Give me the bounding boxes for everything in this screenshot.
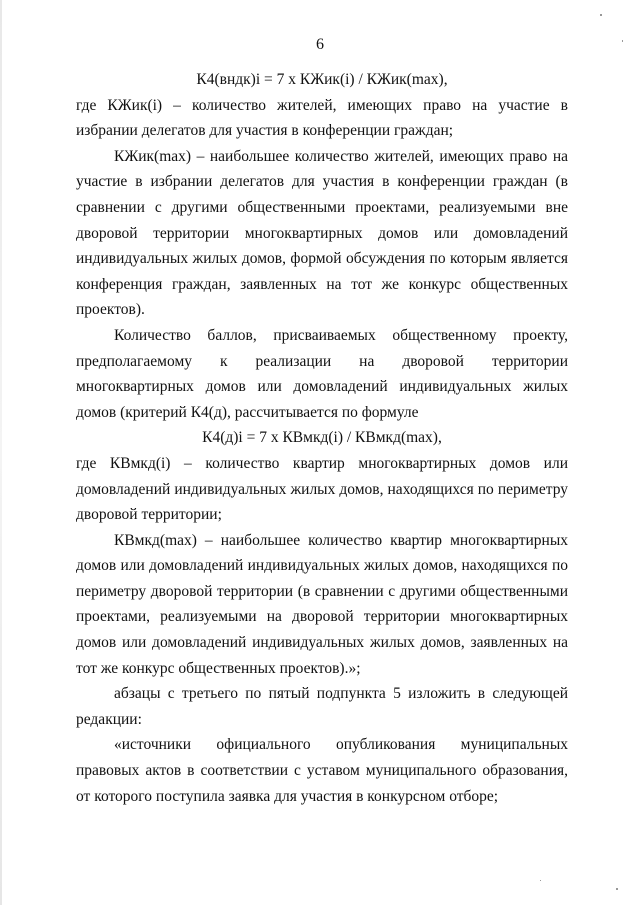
paragraph-amendment-instruction: абзацы с третьего по пятый подпункта 5 изложить в следующей редакции: (76, 685, 568, 728)
definition-kvmkd-max: КВмкд(max) – наибольшее количество квартир многоквартирных домов или домовладений индивидуальных жилых домов, находящихся по периметру дворовой территории (в сравнении с другими общественными проектами, реализуемыми на дворовой территории многоквартирных домов или домовладений индивидуальных жилых домов, заявленных на тот же конкурс общественных проектов).»; (76, 531, 568, 677)
scan-speck (540, 880, 541, 881)
scan-left-edge (0, 0, 2, 905)
definition-kzhik-max: КЖик(max) – наибольшее количество жителей, имеющих право на участие в избрании делегатов для участия в конференции граждан (в сравнении с другими общественными проектами, реализуемыми вне дворовой территории многоквартирных домов или домовладений индивидуальных жилых домов, формой обсуждения по которым является конференция граждан, заявленных на тот же конкурс общественных проектов). (76, 147, 568, 319)
paragraph-points-k4d: Количество баллов, присваиваемых общественному проекту, предполагаемому к реализации на дворовой территории многоквартирных домов или домовладений индивидуальных жилых домов (критерий К4(д), рассчитывается по формуле (76, 326, 568, 421)
scan-speck (600, 14, 602, 16)
formula-k4-d: К4(д)i = 7 х КВмкд(i) / КВмкд(max), (202, 429, 442, 447)
page-number: 6 (316, 36, 324, 53)
definition-kzhik-i: где КЖик(i) – количество жителей, имеющих право на участие в избрании делегатов для участия в конференции граждан; (76, 96, 568, 140)
paragraph-publication-sources: «источники официального опубликования муниципальных правовых актов в соответствии с уставом муниципального образования, от которого поступила заявка для участия в конкурсном отборе; (76, 736, 568, 805)
definition-kvmkd-i: где КВмкд(i) – количество квартир многоквартирных домов или домовладений индивидуальных жилых домов, находящихся по периметру дворовой территории; (76, 454, 568, 524)
scan-speck (616, 888, 618, 890)
document-body (76, 67, 568, 809)
scan-speck (622, 40, 623, 42)
formula-k4-vndk: К4(вндк)i = 7 х КЖик(i) / КЖик(max), (196, 71, 448, 88)
